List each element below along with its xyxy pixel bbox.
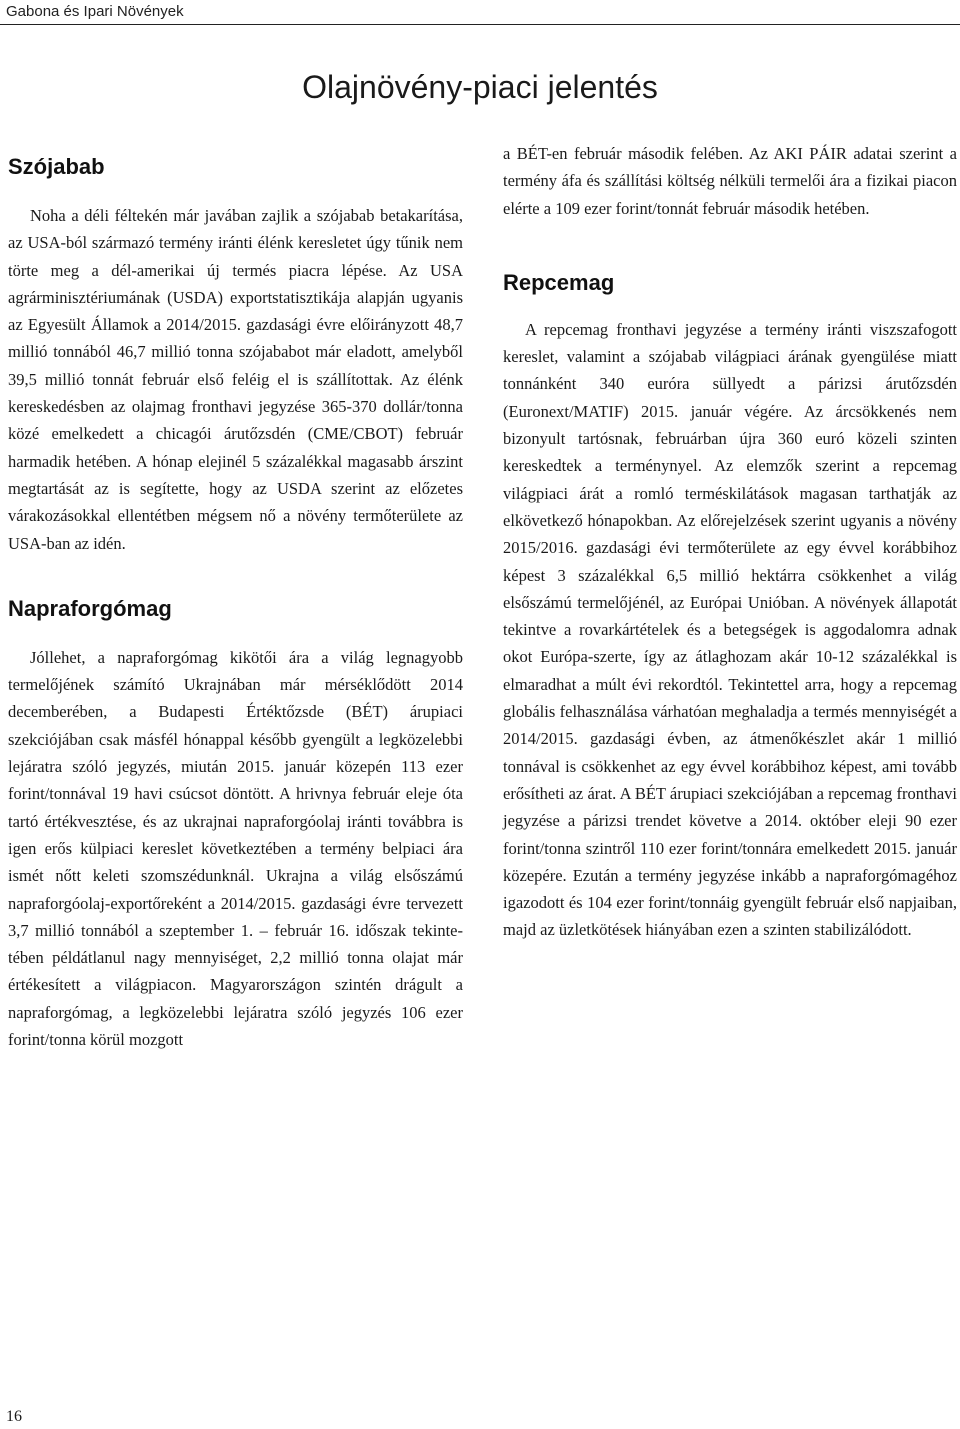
section-text-repcemag: A repcemag fronthavi jegyzése a termény iránti viszszafogott kereslet, valamint a szójabab világpiaci árának gyengülése miatt tonnánként 340 euróra süllyedt a párizsi árutőzsdén (Euronext/MATIF) 2015. január végére. Az árcsökkenés nem bizonyult tartósnak, februárban újra 360 euró közeli szinten kereskedtek a terménynyel. Az elemzők szerint a repcemag világpiaci árát a romló terméskilátások magasan tarthatják az elkövetkező hónapokban. Az előrejelzések szerint ugyanis a növény 2015/2016. gazdasági évi termőterülete az egy évvel korábbihoz képest 3 százalékkal 6,5 millió hektárra csökkenhet a világ elsőszámú termelőjénél, az Európai Unióban. A növények állapotát tekintve a rovarkártételek és a betegségek is aggodalomra adnak okot Európa-szerte, így az átlaghozam akár 10-12 százalékkal is elmaradhat a múlt évi rekordtól. Tekintettel arra, hogy a repcemag globális felhasználása várhatóan meghaladja a termés mennyiségét a 2014/2015. gazdasági évben, az átmenőkészlet akár 1 millió tonnával is csökkenhet az egy évvel korábbihoz képest, ami tovább erősítheti az árat. A BÉT árupiaci szekciójában a repcemag fronthavi jegyzése a párizsi trendet követve a 2014. október eleji 90 ezer forint/tonna szintről 110 ezer forint/tonnára emelkedett 2015. január közepére. Ezután a termény jegyzése inkább a napraforgómagéhoz igazodott és 104 ezer forint/tonnáig gyengült február első napjaiban, majd az üzletkötések hiányában ezen a szinten stabilizálódott.	[503, 319, 957, 940]
section-text-napraforgomag: Jóllehet, a napraforgómag kikötői ára a világ legnagyobb termelőjének számító Ukrajnában már mérséklődött 2014 decemberében, a Budapesti Értéktőzsde (BÉT) árupiaci szekciójában csak másfél hónappal később gyengült a legközelebbi lejáratra szóló jegyzés, miután 2015. január közepén 113 ezer forint/tonnával 19 havi csúcsot döntött. A hrivnya február eleje óta tartó értékvesztése, és az ukrajnai napraforgóolaj iránti továbbra is igen erős külpiaci kereslet következtében a termény belpiaci ára ismét nőtt keleti szomszédunknál. Ukrajna a világ elsőszámú napraforgóolaj-exportőreként a 2014/2015. gazdasági évre tervezett 3,7 millió tonnából a szeptember 1. – február 16. időszak tekintetében példátlanul nagy mennyiséget, 2,2 millió tonna olajat már értékesített a világpiacon. Magyarországon szintén drágult a napraforgómag, a legközelebbi lejáratra szóló jegyzés 106 ezer forint/tonna körül mozgott	[8, 647, 463, 1050]
section-heading-repcemag: Repcemag	[503, 269, 615, 295]
right-column	[503, 140, 957, 944]
section-text-napraforgomag-continued: a BÉT-en február második felében. Az AKI PÁIR adatai szerint a termény áfa és szállítási költség nélküli termelői ára a fizikai piacon elérte a 109 ezer forint/tonnát február második hetében.	[503, 144, 957, 218]
page-number: 16	[6, 1408, 22, 1425]
header-rule	[0, 24, 960, 25]
page-title	[0, 64, 960, 110]
running-header-title: Gabona és Ipari Növények	[6, 3, 184, 20]
section-heading-napraforgomag: Napraforgómag	[8, 595, 172, 621]
section-text-szojabab: Noha a déli féltekén már javában zajlik a szójabab betakarítása, az USA-ból származó termény iránti élénk keresletet úgy tűnik nem törte meg a dél-amerikai új termés piacra lépése. Az USA agrárminisztériumának (USDA) exportstatisztikája alapján ugyanis az Egyesült Államok a 2014/2015. gazdasági évre előirányzott 48,7 millió tonnából 46,7 millió tonna szójababot már eladott, amelyből 39,5 millió tonnát február első feléig el is szállítottak. Az élénk kereskedésben az olajmag fronthavi jegyzése 365-370 dollár/tonna közé emelkedett a chicagói árutőzsdén (CME/CBOT) február harmadik hetében. A hónap elejinél 5 százalékkal magasabb árszint megtartását az is segítette, hogy az USDA szerint az előzetes várakozásokkal ellentétben mégsem nő a növény termőterülete az USA-ban az idén.	[8, 206, 463, 553]
section-heading-szojabab: Szójabab	[8, 154, 105, 179]
left-column	[8, 152, 463, 1053]
page-title-text: Olajnövény-piaci jelentés	[302, 69, 658, 105]
